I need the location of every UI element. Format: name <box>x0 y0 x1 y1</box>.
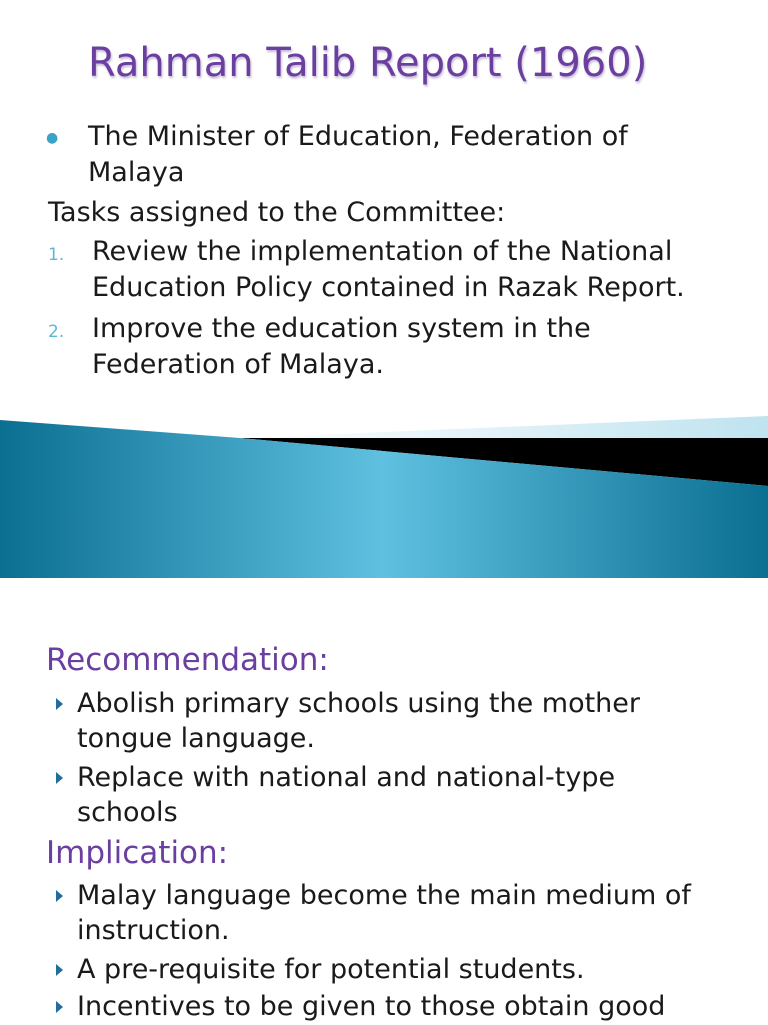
bullet-arrow-icon <box>56 772 63 784</box>
bullet-dot-icon: ● <box>46 130 59 146</box>
bullet-arrow-icon <box>56 1001 63 1013</box>
tasks-heading: Tasks assigned to the Committee: <box>48 197 506 228</box>
implication-1-line-1: Malay language become the main medium of <box>77 880 691 911</box>
implication-2-line-1: A pre-requisite for potential students. <box>77 954 585 985</box>
recommendation-heading: Recommendation: <box>46 642 329 678</box>
task-number-2: 2. <box>48 322 65 342</box>
recommendation-2-line-1: Replace with national and national-type <box>77 762 616 793</box>
task-2-line-2: Federation of Malaya. <box>92 349 384 380</box>
implication-1-line-2: instruction. <box>77 915 230 946</box>
recommendation-1-line-1: Abolish primary schools using the mother <box>77 688 640 719</box>
implication-3-line-1: Incentives to be given to those obtain good <box>77 991 666 1022</box>
task-1-line-1: Review the implementation of the National <box>92 236 673 267</box>
task-2-line-1: Improve the education system in the <box>92 313 591 344</box>
bullet-text-line-2: Malaya <box>88 157 185 188</box>
bullet-arrow-icon <box>56 890 63 902</box>
task-number-1: 1. <box>48 245 65 265</box>
bullet-arrow-icon <box>56 964 63 976</box>
recommendation-2-line-2: schools <box>77 797 178 828</box>
bullet-text-line-1: The Minister of Education, Federation of <box>88 121 628 152</box>
slide-title: Rahman Talib Report (1960) <box>88 40 648 86</box>
bullet-arrow-icon <box>56 698 63 710</box>
task-1-line-2: Education Policy contained in Razak Report. <box>92 272 685 303</box>
band-highlight <box>240 416 768 438</box>
decorative-band <box>0 408 768 578</box>
recommendation-1-line-2: tongue language. <box>77 723 315 754</box>
implication-heading: Implication: <box>46 835 229 871</box>
